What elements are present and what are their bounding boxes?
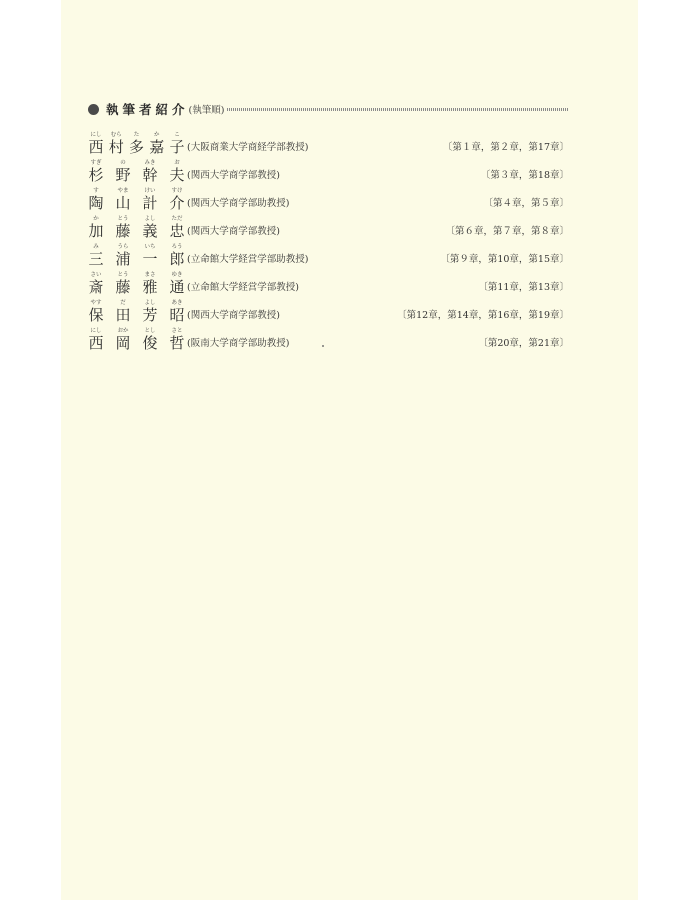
author-chapters: 〔第６章，第７章，第８章〕 [445,226,569,237]
name-character [115,328,131,354]
author-affiliation: (大阪商業大学商経学部教授) [187,142,309,153]
kanji-glyph: 嘉 [149,138,165,156]
author-affiliation: (立命館大学経営学部教授) [187,282,299,293]
name-character [169,132,185,158]
furigana: よし [144,300,156,306]
name-character [169,216,185,242]
kanji-glyph: 義 [142,222,158,240]
page-speck [322,345,324,347]
author-name [88,328,185,354]
furigana: すけ [171,188,183,194]
kanji-glyph: 陶 [88,194,104,212]
author-row [0,298,700,326]
furigana: とし [144,328,156,334]
author-affiliation: (関西大学商学部教授) [187,310,280,321]
furigana: ろう [171,244,183,250]
name-character [88,244,104,270]
name-character [88,328,104,354]
furigana: うら [117,244,129,250]
furigana: す [93,188,99,194]
kanji-glyph: 芳 [142,306,158,324]
furigana: あき [171,300,183,306]
author-name [88,300,185,326]
furigana: か [153,132,160,138]
name-character [142,160,158,186]
section-title: 執筆者紹介 [106,102,189,117]
kanji-glyph: 俊 [142,334,158,352]
furigana: ゆき [171,272,183,278]
name-character [88,160,104,186]
furigana: いち [144,244,156,250]
kanji-glyph: 斎 [88,278,104,296]
kanji-glyph: 介 [169,194,185,212]
furigana: さい [90,272,102,278]
name-character [142,188,158,214]
author-chapters: 〔第１章，第２章，第17章〕 [442,142,569,153]
name-character [115,244,131,270]
author-row [0,270,700,298]
furigana: にし [90,132,102,138]
name-character [88,188,104,214]
furigana: すぎ [90,160,102,166]
kanji-glyph: 夫 [169,166,185,184]
author-list [0,130,700,354]
bullet-icon [88,104,99,115]
author-affiliation: (関西大学商学部教授) [187,170,280,181]
furigana: おか [117,328,129,334]
kanji-glyph: 一 [142,250,158,268]
name-character [88,216,104,242]
kanji-glyph: 杉 [88,166,104,184]
furigana: の [120,160,126,166]
kanji-glyph: 岡 [115,334,131,352]
kanji-glyph: 浦 [115,250,131,268]
author-row [0,214,700,242]
author-name [88,244,185,270]
name-character [88,272,104,298]
author-row [0,242,700,270]
kanji-glyph: 西 [88,334,104,352]
section-heading [88,100,568,118]
kanji-glyph: 山 [115,194,131,212]
dotted-leader [227,108,568,111]
furigana: みき [144,160,156,166]
furigana: まさ [144,272,156,278]
author-affiliation: (阪南大学商学部助教授) [187,338,290,349]
name-character [142,272,158,298]
kanji-glyph: 幹 [142,166,158,184]
kanji-glyph: 保 [88,306,104,324]
name-character [115,272,131,298]
kanji-glyph: 加 [88,222,104,240]
furigana: にし [90,328,102,334]
furigana: だ [120,300,126,306]
furigana: さと [171,328,183,334]
author-affiliation: (立命館大学経営学部助教授) [187,254,309,265]
name-character [115,160,131,186]
furigana: み [93,244,99,250]
name-character [169,188,185,214]
furigana: とう [117,272,129,278]
name-character [88,300,104,326]
kanji-glyph: 計 [142,194,158,212]
author-name [88,188,185,214]
author-chapters: 〔第20章，第21章〕 [478,338,569,349]
name-character [169,244,185,270]
kanji-glyph: 郎 [169,250,185,268]
kanji-glyph: 田 [115,306,131,324]
furigana: お [174,160,180,166]
author-row [0,186,700,214]
author-row [0,326,700,354]
kanji-glyph: 哲 [169,334,185,352]
author-row [0,158,700,186]
section-note: (執筆順) [188,105,225,116]
author-chapters: 〔第４章，第５章〕 [483,198,569,209]
furigana: やす [90,300,102,306]
furigana: むら [110,132,122,138]
name-character [169,328,185,354]
name-character [169,272,185,298]
kanji-glyph: 雅 [142,278,158,296]
kanji-glyph: 村 [108,138,124,156]
author-chapters: 〔第12章，第14章，第16章，第19章〕 [397,310,569,321]
author-row [0,130,700,158]
kanji-glyph: 野 [115,166,131,184]
furigana: た [133,132,140,138]
author-chapters: 〔第９章，第10章，第15章〕 [440,254,569,265]
name-character [115,188,131,214]
name-character [115,300,131,326]
kanji-glyph: 昭 [169,306,185,324]
furigana: よし [144,216,156,222]
kanji-glyph: 多 [128,138,144,156]
name-character [115,216,131,242]
author-chapters: 〔第11章，第13章〕 [478,282,569,293]
author-name [88,216,185,242]
furigana: とう [117,216,129,222]
kanji-glyph: 通 [169,278,185,296]
name-character [169,300,185,326]
author-affiliation: (関西大学商学部助教授) [187,198,290,209]
kanji-glyph: 子 [169,138,185,156]
furigana: こ [174,132,180,138]
author-affiliation: (関西大学商学部教授) [187,226,280,237]
name-character [142,300,158,326]
furigana: けい [144,188,156,194]
furigana: やま [117,188,129,194]
kanji-glyph: 忠 [169,222,185,240]
kanji-glyph: 三 [88,250,104,268]
kanji-glyph: 西 [88,138,104,156]
furigana: か [93,216,99,222]
author-name [88,160,185,186]
author-name [88,272,185,298]
name-character [169,160,185,186]
kanji-glyph: 藤 [115,278,131,296]
kanji-glyph: 藤 [115,222,131,240]
author-name [88,132,185,158]
name-character [142,216,158,242]
author-chapters: 〔第３章，第18章〕 [480,170,569,181]
name-character [142,244,158,270]
name-character [142,328,158,354]
furigana: ただ [171,216,183,222]
